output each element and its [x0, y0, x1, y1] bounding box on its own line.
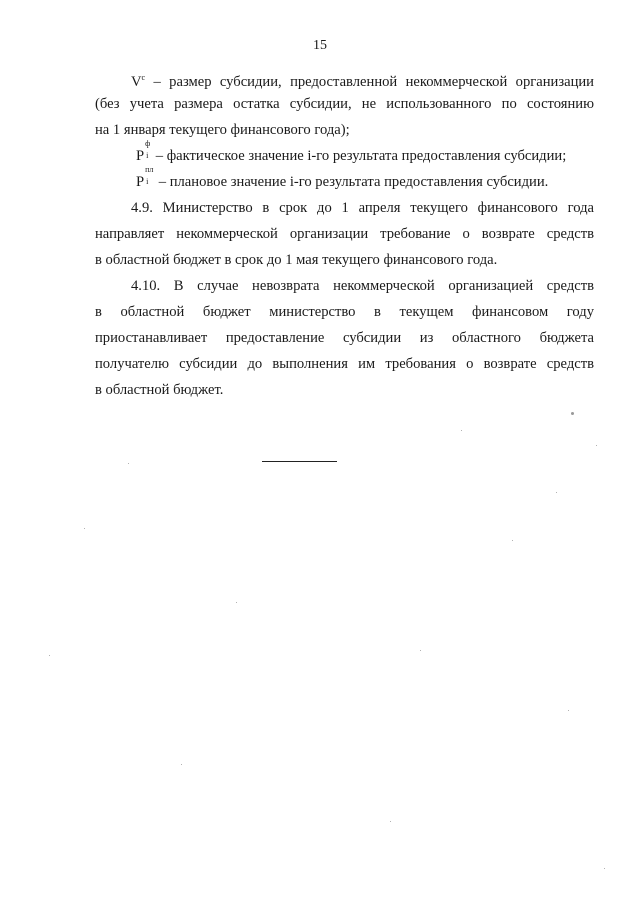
definition-p-fact — [95, 139, 594, 169]
scan-speck — [556, 492, 557, 493]
scan-speck — [420, 650, 421, 651]
paragraph-4-9-line-2: направляет некоммерческой организации требование о возврате средств — [95, 226, 594, 242]
definition-p-fact-text: – фактическое значение i-го результата предоставления субсидии; — [152, 148, 567, 164]
paragraph-4-10-line-4: получателю субсидии до выполнения им требования о возврате средств — [95, 356, 594, 372]
scan-speck — [461, 430, 462, 431]
paragraph-4-10-line-2: в областной бюджет министерство в текущем финансовом году — [95, 304, 594, 320]
scan-speck — [390, 821, 391, 822]
definition-p-plan — [95, 165, 594, 195]
page-number: 15 — [313, 38, 327, 53]
paragraph-4-9-line-3: в областной бюджет в срок до 1 мая текущего финансового года. — [95, 252, 498, 268]
scan-speck — [181, 764, 182, 765]
symbol-p-plan: P — [136, 174, 145, 190]
scan-speck — [604, 868, 605, 869]
symbol-v: V — [131, 74, 142, 90]
definition-v-line-1 — [95, 65, 594, 91]
scan-speck — [568, 710, 569, 711]
symbol-p-fact-superscript: ф — [145, 139, 151, 148]
symbol-p-plan-subscript: i — [146, 177, 149, 186]
definition-p-plan-text: – плановое значение i-го результата предоставления субсидии. — [155, 174, 549, 190]
symbol-p-fact: P — [136, 148, 145, 164]
symbol-v-superscript: c — [141, 73, 146, 82]
scan-speck — [596, 445, 597, 446]
scan-speck — [84, 528, 85, 529]
paragraph-4-9-line-1: 4.9. Министерство в срок до 1 апреля текущего финансового года — [131, 200, 594, 216]
scan-speck — [128, 463, 129, 464]
paragraph-4-10-line-3: приостанавливает предоставление субсидии из областного бюджета — [95, 330, 594, 346]
paragraph-4-10-line-1: 4.10. В случае невозврата некоммерческой организацией средств — [131, 278, 594, 294]
closing-rule — [262, 461, 337, 462]
scan-speck — [236, 602, 237, 603]
definition-v-line-3: на 1 января текущего финансового года); — [95, 122, 350, 138]
scan-speck — [512, 540, 513, 541]
definition-v-text-1: – размер субсидии, предоставленной некоммерческой организации — [145, 74, 594, 90]
symbol-p-plan-superscript: пл — [145, 165, 154, 174]
document-body — [95, 65, 594, 403]
symbol-p-fact-subscript: i — [146, 151, 149, 160]
paragraph-4-10-line-5: в областной бюджет. — [95, 382, 224, 398]
scan-speck — [49, 655, 50, 656]
scan-speck — [571, 412, 574, 415]
definition-v-line-2: (без учета размера остатка субсидии, не использованного по состоянию — [95, 96, 594, 112]
